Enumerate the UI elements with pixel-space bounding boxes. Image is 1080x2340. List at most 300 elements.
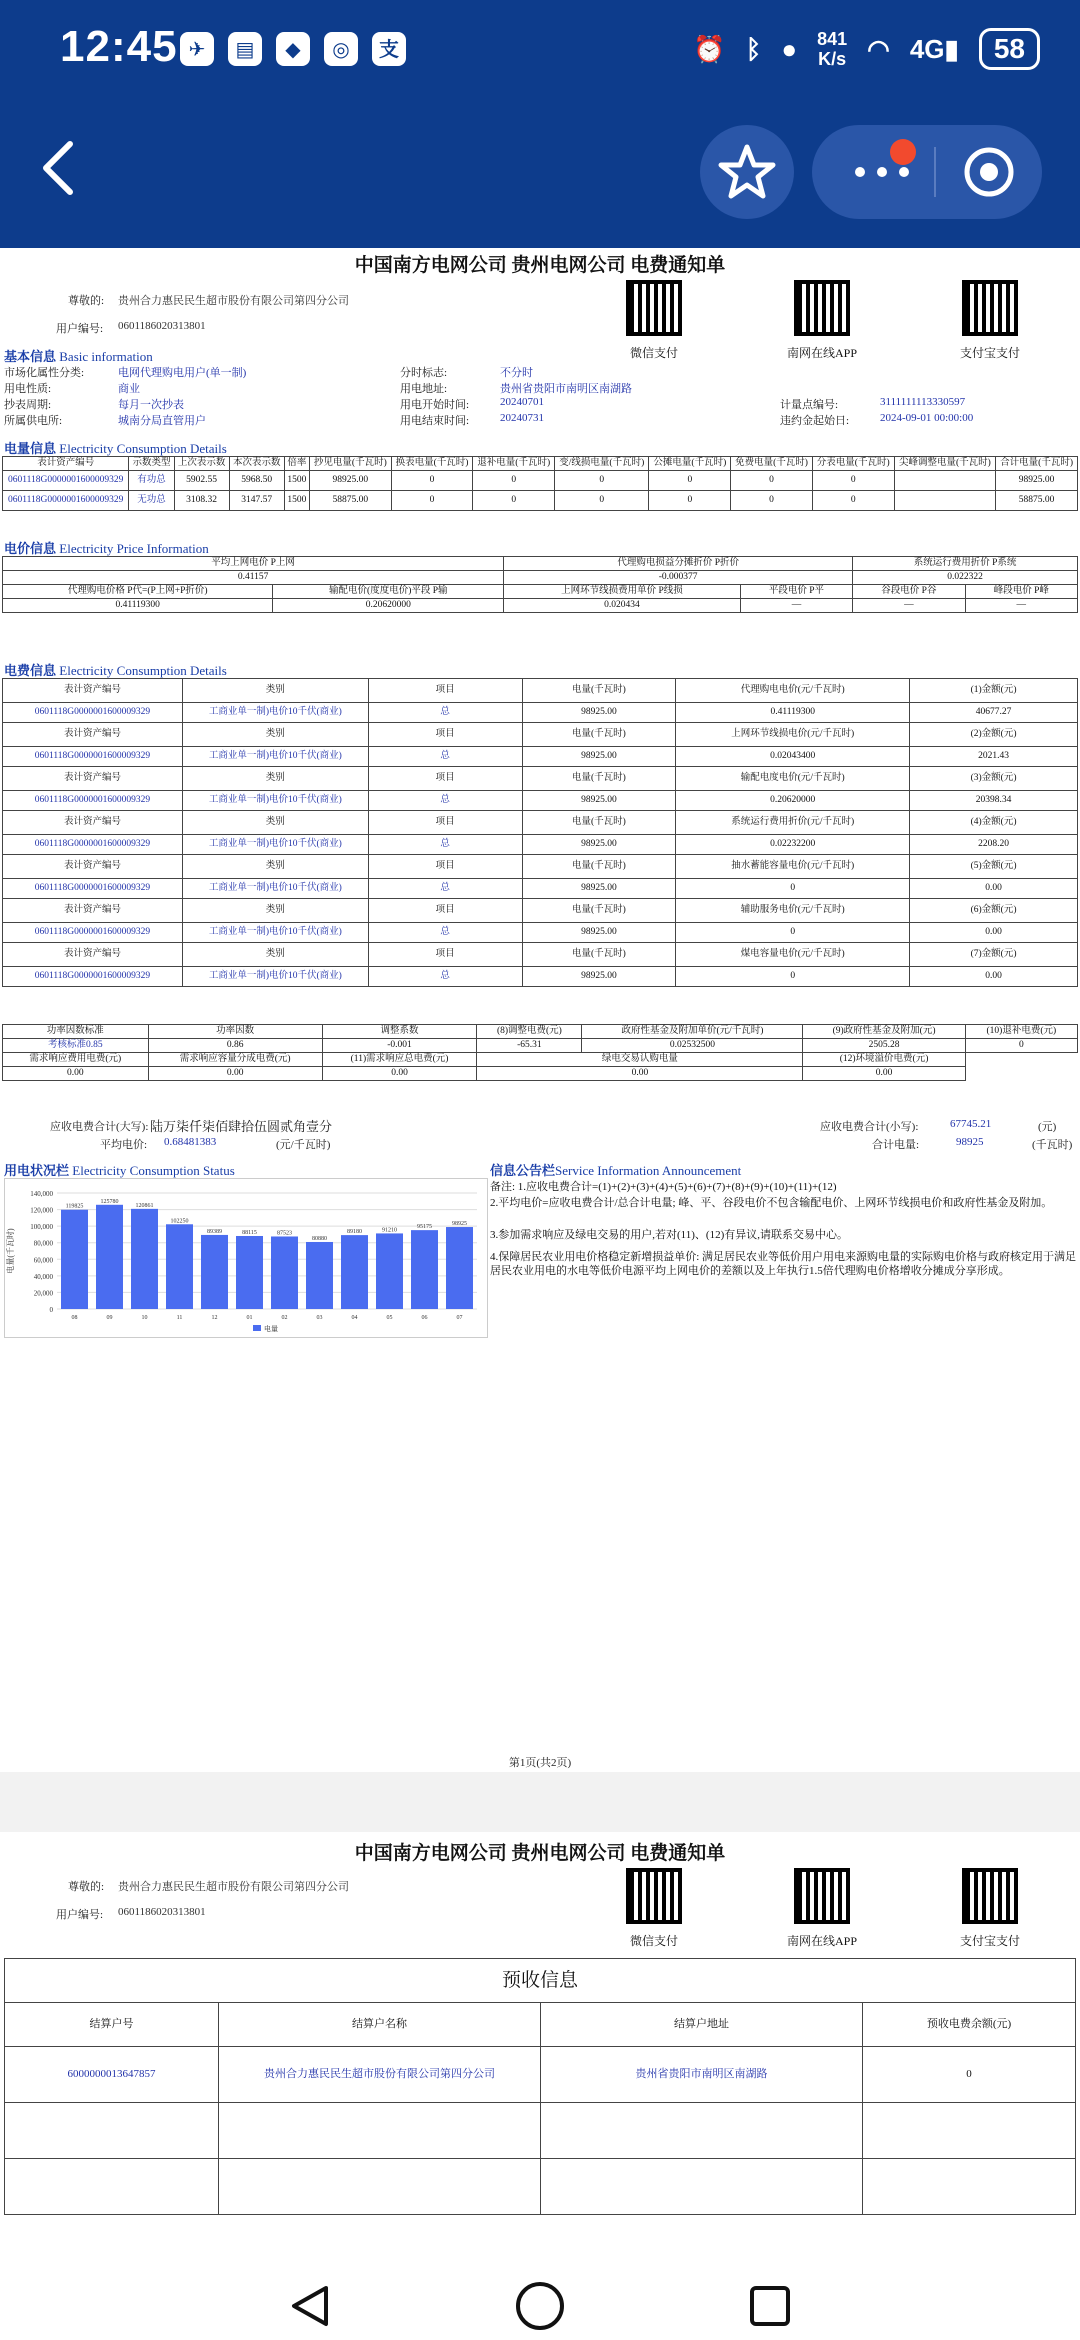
col-header: (11)需求响应总电费(元) bbox=[322, 1053, 477, 1067]
table-cell: 工商业单一制)电价10千伏(商业) bbox=[182, 835, 368, 855]
col-header: (3)金额(元) bbox=[910, 767, 1078, 791]
capsule-menu bbox=[812, 125, 1042, 219]
account-address: 贵州省贵阳市南明区南湖路 bbox=[541, 2047, 863, 2103]
col-header: 表计资产编号 bbox=[3, 943, 183, 967]
table-cell: 0.00 bbox=[477, 1067, 803, 1081]
table-cell: 1500 bbox=[284, 491, 309, 511]
col-header: 合计电量(千瓦时) bbox=[996, 457, 1078, 471]
bill-title-page2: 中国南方电网公司 贵州电网公司 电费通知单 bbox=[354, 1843, 726, 1864]
nanwang-app-qr[interactable] bbox=[794, 1868, 850, 1924]
col-header: 电量(千瓦时) bbox=[522, 899, 676, 923]
favorite-button[interactable] bbox=[700, 125, 794, 219]
account-name: 贵州合力惠民民生超市股份有限公司第四分公司 bbox=[219, 2047, 541, 2103]
table-cell: — bbox=[740, 599, 852, 613]
section-basic-info: 基本信息 Basic information bbox=[4, 349, 153, 364]
table-cell: 0 bbox=[555, 471, 649, 491]
y-axis-label: 电量(千瓦时) bbox=[6, 1228, 15, 1274]
table-cell: 98925.00 bbox=[522, 703, 676, 723]
greeting-label: 尊敬的: bbox=[68, 1881, 105, 1893]
bar bbox=[446, 1227, 473, 1309]
col-header: (2)金额(元) bbox=[910, 723, 1078, 747]
status-bar bbox=[0, 0, 1080, 100]
col-header: (4)金额(元) bbox=[910, 811, 1078, 835]
col-header: 系统运行费用折价 P系统 bbox=[853, 557, 1078, 571]
nanwang-app-qr[interactable] bbox=[794, 280, 850, 336]
col-header: 分表电量(千瓦时) bbox=[812, 457, 894, 471]
divider bbox=[934, 147, 936, 197]
table-cell: 0601118G0000001600009329 bbox=[3, 747, 183, 767]
table-cell: 0 bbox=[555, 491, 649, 511]
section-consumption: 电量信息 Electricity Consumption Details bbox=[4, 441, 227, 456]
col-header: 项目 bbox=[368, 723, 522, 747]
col-header: 项目 bbox=[368, 899, 522, 923]
col-header: 功率因数 bbox=[148, 1025, 322, 1039]
y-tick-label: 60,000 bbox=[33, 1256, 53, 1265]
data-label: 125780 bbox=[100, 1198, 119, 1205]
table-cell: 工商业单一制)电价10千伏(商业) bbox=[182, 967, 368, 987]
user-number-label: 用户编号: bbox=[56, 1909, 104, 1921]
table-cell: 58875.00 bbox=[309, 491, 391, 511]
greeting-label: 尊敬的: bbox=[68, 295, 105, 307]
y-tick-label: 120,000 bbox=[30, 1206, 53, 1215]
col-header: 峰段电价 P峰 bbox=[965, 585, 1077, 599]
table-cell: 总 bbox=[368, 923, 522, 943]
col-header: 预收电费余额(元) bbox=[863, 2003, 1076, 2047]
col-header: 表计资产编号 bbox=[3, 679, 183, 703]
col-header: 代理购电电价(元/千瓦时) bbox=[676, 679, 910, 703]
nav-recents-button[interactable] bbox=[746, 2282, 794, 2330]
col-header: 表计资产编号 bbox=[3, 811, 183, 835]
qr-label: 支付宝支付 bbox=[959, 346, 1020, 360]
basic-value: 不分时 bbox=[500, 367, 533, 379]
basic-label: 所属供电所: bbox=[4, 415, 63, 427]
bar bbox=[236, 1236, 263, 1309]
table-cell: 0601118G0000001600009329 bbox=[3, 835, 183, 855]
table-cell: 0.02043400 bbox=[676, 747, 910, 767]
x-tick-label: 07 bbox=[456, 1315, 463, 1321]
table-cell: 0 bbox=[473, 491, 555, 511]
table-cell: 98925.00 bbox=[996, 471, 1078, 491]
data-label: 88115 bbox=[242, 1229, 257, 1236]
col-header: 项目 bbox=[368, 943, 522, 967]
announcement-line: 3.参加需求响应及绿电交易的用户,若对(11)、(12)有异议,请联系交易中心。 bbox=[490, 1229, 848, 1241]
table-cell: 5902.55 bbox=[174, 471, 229, 491]
table-cell: 2208.20 bbox=[910, 835, 1078, 855]
table-cell: — bbox=[853, 599, 965, 613]
col-header: 系统运行费用折价(元/千瓦时) bbox=[676, 811, 910, 835]
x-tick-label: 01 bbox=[246, 1315, 253, 1321]
message-icon: ▤ bbox=[228, 32, 262, 66]
table-cell: 0601118G0000001600009329 bbox=[3, 791, 183, 811]
announcement-line: 2.平均电价=应收电费合计/总合计电量; 峰、平、谷段电价不包含输配电价、上网环节线损电价和政府性基金及附加。 bbox=[490, 1197, 1053, 1209]
data-label: 89389 bbox=[207, 1228, 222, 1235]
table-cell: 有功总 bbox=[129, 471, 174, 491]
data-label: 119825 bbox=[65, 1203, 84, 1210]
col-header: (12)环境溢价电费(元) bbox=[803, 1053, 965, 1067]
consumption-chart bbox=[4, 1178, 488, 1338]
x-tick-label: 11 bbox=[176, 1315, 183, 1321]
data-label: 80880 bbox=[312, 1235, 327, 1242]
shield-icon: ◆ bbox=[276, 32, 310, 66]
notification-app-icon: ✈ bbox=[180, 32, 214, 66]
table-cell: 0 bbox=[391, 471, 473, 491]
table-cell: 0 bbox=[473, 471, 555, 491]
location-icon: ● bbox=[781, 33, 798, 64]
fee-table bbox=[2, 678, 1078, 987]
basic-value: 电网代理购电用户(单一制) bbox=[118, 367, 247, 379]
col-header: (8)调整电费(元) bbox=[477, 1025, 582, 1039]
prepay-title: 预收信息 bbox=[5, 1959, 1076, 2003]
table-cell: 1500 bbox=[284, 471, 309, 491]
bar bbox=[131, 1209, 158, 1309]
bar bbox=[271, 1236, 298, 1309]
table-cell: 40677.27 bbox=[910, 703, 1078, 723]
data-label: 91210 bbox=[382, 1227, 397, 1234]
col-header: 类别 bbox=[182, 899, 368, 923]
col-header: 绿电交易认购电量 bbox=[477, 1053, 803, 1067]
col-header: 结算户号 bbox=[5, 2003, 219, 2047]
table-cell: 58875.00 bbox=[996, 491, 1078, 511]
table-cell: 0.00 bbox=[148, 1067, 322, 1081]
col-header: (5)金额(元) bbox=[910, 855, 1078, 879]
x-tick-label: 08 bbox=[71, 1315, 78, 1321]
power-factor-table bbox=[2, 1024, 1078, 1081]
table-cell: 0 bbox=[731, 491, 813, 511]
y-tick-label: 140,000 bbox=[30, 1190, 53, 1198]
col-header: 项目 bbox=[368, 855, 522, 879]
y-tick-label: 0 bbox=[49, 1306, 53, 1314]
col-header: 上网环节线损电价(元/千瓦时) bbox=[676, 723, 910, 747]
section-status: 用电状况栏 Electricity Consumption Status bbox=[4, 1163, 235, 1178]
basic-value: 商业 bbox=[118, 383, 140, 395]
col-header: 电量(千瓦时) bbox=[522, 855, 676, 879]
table-cell: 0601118G0000001600009329 bbox=[3, 923, 183, 943]
more-button[interactable] bbox=[852, 163, 912, 181]
basic-label: 用电结束时间: bbox=[400, 415, 470, 427]
x-tick-label: 03 bbox=[316, 1315, 323, 1321]
table-cell: 0.02232200 bbox=[676, 835, 910, 855]
table-cell: 0.02532500 bbox=[582, 1039, 803, 1053]
bill-title: 中国南方电网公司 贵州电网公司 电费通知单 bbox=[354, 255, 726, 276]
chat-icon: ◎ bbox=[324, 32, 358, 66]
user-number-label: 用户编号: bbox=[56, 323, 104, 335]
table-cell: 98925.00 bbox=[522, 791, 676, 811]
data-label: 98925 bbox=[452, 1221, 467, 1228]
col-header: 调整系数 bbox=[322, 1025, 477, 1039]
total-small-value: 67745.21 bbox=[950, 1118, 992, 1130]
table-cell: 0 bbox=[676, 923, 910, 943]
basic-value: 2024-09-01 00:00:00 bbox=[880, 412, 974, 424]
table-cell: 工商业单一制)电价10千伏(商业) bbox=[182, 747, 368, 767]
col-header: 电量(千瓦时) bbox=[522, 723, 676, 747]
data-label: 87523 bbox=[277, 1230, 292, 1237]
col-header: 上次表示数 bbox=[174, 457, 229, 471]
col-header: 平均上网电价 P上网 bbox=[3, 557, 504, 571]
prepay-balance: 0 bbox=[863, 2047, 1076, 2103]
table-cell: 98925.00 bbox=[522, 835, 676, 855]
col-header: 类别 bbox=[182, 679, 368, 703]
legend-swatch bbox=[253, 1325, 261, 1331]
table-cell: 0 bbox=[812, 471, 894, 491]
col-header: 电量(千瓦时) bbox=[522, 767, 676, 791]
table-cell: 0.41119300 bbox=[3, 599, 273, 613]
basic-label: 抄表周期: bbox=[4, 399, 52, 411]
table-cell: 工商业单一制)电价10千伏(商业) bbox=[182, 703, 368, 723]
y-tick-label: 20,000 bbox=[33, 1289, 53, 1298]
y-tick-label: 100,000 bbox=[30, 1223, 53, 1232]
col-header: 结算户名称 bbox=[219, 2003, 541, 2047]
col-header: 电量(千瓦时) bbox=[522, 943, 676, 967]
table-cell: 98925.00 bbox=[522, 747, 676, 767]
col-header: 政府性基金及附加单价(元/千瓦时) bbox=[582, 1025, 803, 1039]
bar bbox=[61, 1210, 88, 1309]
table-cell: 总 bbox=[368, 967, 522, 987]
data-label: 102250 bbox=[170, 1218, 189, 1225]
table-cell: 0.41119300 bbox=[676, 703, 910, 723]
col-header: 公摊电量(千瓦时) bbox=[649, 457, 731, 471]
alipay-icon: 支 bbox=[372, 32, 406, 66]
user-number: 0601186020313801 bbox=[118, 1906, 206, 1918]
qr-label: 微信支付 bbox=[629, 346, 678, 360]
table-cell: 0.86 bbox=[148, 1039, 322, 1053]
col-header: 类别 bbox=[182, 943, 368, 967]
app-bar bbox=[0, 100, 1080, 248]
col-header: 免费电量(千瓦时) bbox=[731, 457, 813, 471]
table-cell: 0 bbox=[676, 879, 910, 899]
bar-chart bbox=[5, 1179, 489, 1339]
basic-value: 城南分局直管用户 bbox=[118, 415, 206, 427]
col-header: 尖峰调整电量(千瓦时) bbox=[894, 457, 996, 471]
customer-name: 贵州合力惠民民生超市股份有限公司第四分公司 bbox=[118, 295, 349, 307]
y-tick-label: 80,000 bbox=[33, 1239, 53, 1248]
consumption-table bbox=[2, 456, 1078, 511]
col-header: 类别 bbox=[182, 855, 368, 879]
alarm-icon: ⏰ bbox=[693, 33, 726, 64]
col-header: (10)退补电费(元) bbox=[965, 1025, 1077, 1039]
table-cell: 0 bbox=[731, 471, 813, 491]
page-gap bbox=[0, 1772, 1080, 1832]
col-header: (6)金额(元) bbox=[910, 899, 1078, 923]
prepay-table bbox=[4, 1958, 1076, 2215]
table-cell: 0 bbox=[649, 491, 731, 511]
col-header: 电量(千瓦时) bbox=[522, 679, 676, 703]
close-miniprogram-button[interactable] bbox=[962, 145, 1016, 199]
col-header: 辅助服务电价(元/千瓦时) bbox=[676, 899, 910, 923]
table-cell: 0.00 bbox=[910, 967, 1078, 987]
section-announcement: 信息公告栏Service Information Announcement bbox=[490, 1163, 742, 1178]
col-header: 表计资产编号 bbox=[3, 855, 183, 879]
table-cell: -65.31 bbox=[477, 1039, 582, 1053]
col-header: 输配电价(度度电价)平段 P输 bbox=[273, 585, 504, 599]
table-cell: 0.20620000 bbox=[676, 791, 910, 811]
table-cell: 0601118G0000001600009329 bbox=[3, 491, 129, 511]
col-header: (1)金额(元) bbox=[910, 679, 1078, 703]
bar bbox=[411, 1230, 438, 1309]
col-header: 退补电量(千瓦时) bbox=[473, 457, 555, 471]
bluetooth-icon: ᛒ bbox=[745, 33, 762, 64]
target-icon bbox=[962, 145, 1016, 199]
col-header: 电量(千瓦时) bbox=[522, 811, 676, 835]
table-cell: 20398.34 bbox=[910, 791, 1078, 811]
table-cell: 2021.43 bbox=[910, 747, 1078, 767]
bar bbox=[201, 1235, 228, 1309]
x-tick-label: 12 bbox=[211, 1315, 218, 1321]
col-header: 功率因数标准 bbox=[3, 1025, 149, 1039]
table-cell: 0.41157 bbox=[3, 571, 504, 585]
x-tick-label: 04 bbox=[351, 1315, 358, 1321]
table-cell: 0 bbox=[676, 967, 910, 987]
wechat-pay-qr[interactable] bbox=[626, 1868, 682, 1924]
x-tick-label: 02 bbox=[281, 1315, 288, 1321]
col-header: 项目 bbox=[368, 679, 522, 703]
col-header: 表计资产编号 bbox=[3, 899, 183, 923]
announcement-line: 4.保障居民农业用电价格稳定新增损益单价: 满足居民农业等低价用户用电来源购电量的实际购电价格与政府核定用于满足居民农业用电的水电等低价电源平均上网电价的差额以及上年执行1.5倍代理购电价格增收分摊成分享形成。 bbox=[490, 1251, 1077, 1277]
table-cell: 98925.00 bbox=[522, 923, 676, 943]
table-cell bbox=[894, 471, 996, 491]
col-header: 本次表示数 bbox=[229, 457, 284, 471]
cellular-icon: 4G▮ bbox=[909, 33, 959, 64]
table-cell: -0.000377 bbox=[504, 571, 853, 585]
col-header: 抽水蓄能容量电价(元/千瓦时) bbox=[676, 855, 910, 879]
basic-value: 每月一次抄表 bbox=[118, 399, 184, 411]
table-cell: -0.001 bbox=[322, 1039, 477, 1053]
table-cell: 3108.32 bbox=[174, 491, 229, 511]
table-cell: 0.022322 bbox=[853, 571, 1078, 585]
qr-label: 支付宝支付 bbox=[959, 1934, 1020, 1948]
col-header: 类别 bbox=[182, 723, 368, 747]
basic-label: 分时标志: bbox=[400, 367, 448, 379]
alipay-qr[interactable] bbox=[962, 1868, 1018, 1924]
bar bbox=[341, 1235, 368, 1309]
table-cell: 3147.57 bbox=[229, 491, 284, 511]
table-cell: 工商业单一制)电价10千伏(商业) bbox=[182, 879, 368, 899]
sum-value: 98925 bbox=[956, 1136, 984, 1148]
table-cell: 总 bbox=[368, 791, 522, 811]
basic-label: 用电地址: bbox=[400, 383, 448, 395]
bill-document bbox=[0, 248, 1080, 2268]
alipay-qr[interactable] bbox=[962, 280, 1018, 336]
table-cell: 0.00 bbox=[803, 1067, 965, 1081]
col-header: 代理购电损益分摊折价 P折价 bbox=[504, 557, 853, 571]
col-header: 示数类型 bbox=[129, 457, 174, 471]
table-cell: 0601118G0000001600009329 bbox=[3, 967, 183, 987]
basic-value: 3111111113330597 bbox=[880, 396, 966, 408]
table-cell: 0.020434 bbox=[504, 599, 741, 613]
table-cell: 0 bbox=[965, 1039, 1077, 1053]
col-header: 倍率 bbox=[284, 457, 309, 471]
system-nav-bar bbox=[0, 2268, 1080, 2340]
table-cell: 0.00 bbox=[3, 1067, 149, 1081]
basic-label: 市场化属性分类: bbox=[4, 367, 85, 379]
basic-label: 计量点编号: bbox=[780, 399, 839, 411]
table-cell: 总 bbox=[368, 879, 522, 899]
sum-unit: (千瓦时) bbox=[1032, 1139, 1073, 1151]
table-cell: 0.00 bbox=[910, 923, 1078, 943]
col-header: 表计资产编号 bbox=[3, 767, 183, 791]
table-cell: 总 bbox=[368, 703, 522, 723]
col-header: 需求响应费用电费(元) bbox=[3, 1053, 149, 1067]
more-dots-icon bbox=[852, 163, 912, 181]
basic-label: 违约金起始日: bbox=[780, 415, 850, 427]
basic-value: 贵州省贵阳市南明区南湖路 bbox=[500, 383, 632, 395]
network-speed: 841 K/s bbox=[817, 29, 848, 69]
table-cell: 考核标准0.85 bbox=[3, 1039, 149, 1053]
x-tick-label: 09 bbox=[106, 1315, 113, 1321]
basic-value: 20240701 bbox=[500, 396, 544, 408]
table-cell: 0 bbox=[649, 471, 731, 491]
qr-label: 南网在线APP bbox=[786, 346, 857, 360]
table-cell: 98925.00 bbox=[309, 471, 391, 491]
table-cell: 工商业单一制)电价10千伏(商业) bbox=[182, 791, 368, 811]
col-header: 类别 bbox=[182, 811, 368, 835]
x-tick-label: 10 bbox=[141, 1315, 148, 1321]
account-number: 6000000013647857 bbox=[5, 2047, 219, 2103]
wechat-pay-qr[interactable] bbox=[626, 280, 682, 336]
x-tick-label: 05 bbox=[386, 1315, 393, 1321]
back-button[interactable] bbox=[38, 138, 78, 198]
y-tick-label: 40,000 bbox=[33, 1272, 53, 1281]
col-header: 表计资产编号 bbox=[3, 723, 183, 747]
col-header: 平段电价 P平 bbox=[740, 585, 852, 599]
col-header: 谷段电价 P谷 bbox=[853, 585, 965, 599]
total-upper-label: 应收电费合计(大写): bbox=[50, 1121, 149, 1133]
table-cell: 总 bbox=[368, 835, 522, 855]
price-table bbox=[2, 556, 1078, 613]
total-upper-value: 陆万柒仟柒佰肆拾伍圆贰角壹分 bbox=[150, 1119, 333, 1134]
user-number: 0601186020313801 bbox=[118, 320, 206, 332]
table-cell: 0601118G0000001600009329 bbox=[3, 471, 129, 491]
x-tick-label: 06 bbox=[421, 1315, 428, 1321]
qr-label: 南网在线APP bbox=[786, 1934, 857, 1948]
sum-label: 合计电量: bbox=[872, 1139, 920, 1151]
col-header: 结算户地址 bbox=[541, 2003, 863, 2047]
wifi-icon: ◠ bbox=[867, 33, 890, 64]
table-cell bbox=[894, 491, 996, 511]
nav-home-button[interactable] bbox=[514, 2280, 566, 2332]
data-label: 89180 bbox=[347, 1229, 362, 1236]
col-header: 抄见电量(千瓦时) bbox=[309, 457, 391, 471]
total-small-label: 应收电费合计(小写): bbox=[820, 1121, 919, 1133]
basic-value: 20240731 bbox=[500, 412, 544, 424]
basic-label: 用电性质: bbox=[4, 383, 52, 395]
system-icons bbox=[693, 28, 1040, 70]
clock: 12:45 bbox=[60, 22, 178, 71]
col-header: (7)金额(元) bbox=[910, 943, 1078, 967]
col-header: 项目 bbox=[368, 811, 522, 835]
table-cell: 工商业单一制)电价10千伏(商业) bbox=[182, 923, 368, 943]
col-header: 输配电度电价(元/千瓦时) bbox=[676, 767, 910, 791]
nav-back-button[interactable] bbox=[286, 2282, 334, 2330]
data-label: 120861 bbox=[135, 1202, 154, 1209]
avg-price-label: 平均电价: bbox=[100, 1139, 148, 1151]
red-dot-badge bbox=[890, 139, 916, 165]
announcement-line: 备注: 1.应收电费合计=(1)+(2)+(3)+(4)+(5)+(6)+(7)+(8)+(9)+(10)+(11)+(12) bbox=[490, 1181, 837, 1193]
customer-name: 贵州合力惠民民生超市股份有限公司第四分公司 bbox=[118, 1881, 349, 1893]
col-header: 需求响应容量分成电费(元) bbox=[148, 1053, 322, 1067]
col-header: (9)政府性基金及附加(元) bbox=[803, 1025, 965, 1039]
table-cell: 0601118G0000001600009329 bbox=[3, 879, 183, 899]
col-header: 表计资产编号 bbox=[3, 457, 129, 471]
table-cell: 98925.00 bbox=[522, 967, 676, 987]
table-cell: 0.20620000 bbox=[273, 599, 504, 613]
table-cell: 0 bbox=[391, 491, 473, 511]
col-header: 上网环节线损费用单价 P线损 bbox=[504, 585, 741, 599]
battery-icon: 58 bbox=[979, 28, 1040, 70]
page-indicator: 第1页(共2页) bbox=[508, 1757, 572, 1769]
table-cell: — bbox=[965, 599, 1077, 613]
section-price: 电价信息 Electricity Price Information bbox=[4, 541, 209, 556]
table-cell: 总 bbox=[368, 747, 522, 767]
